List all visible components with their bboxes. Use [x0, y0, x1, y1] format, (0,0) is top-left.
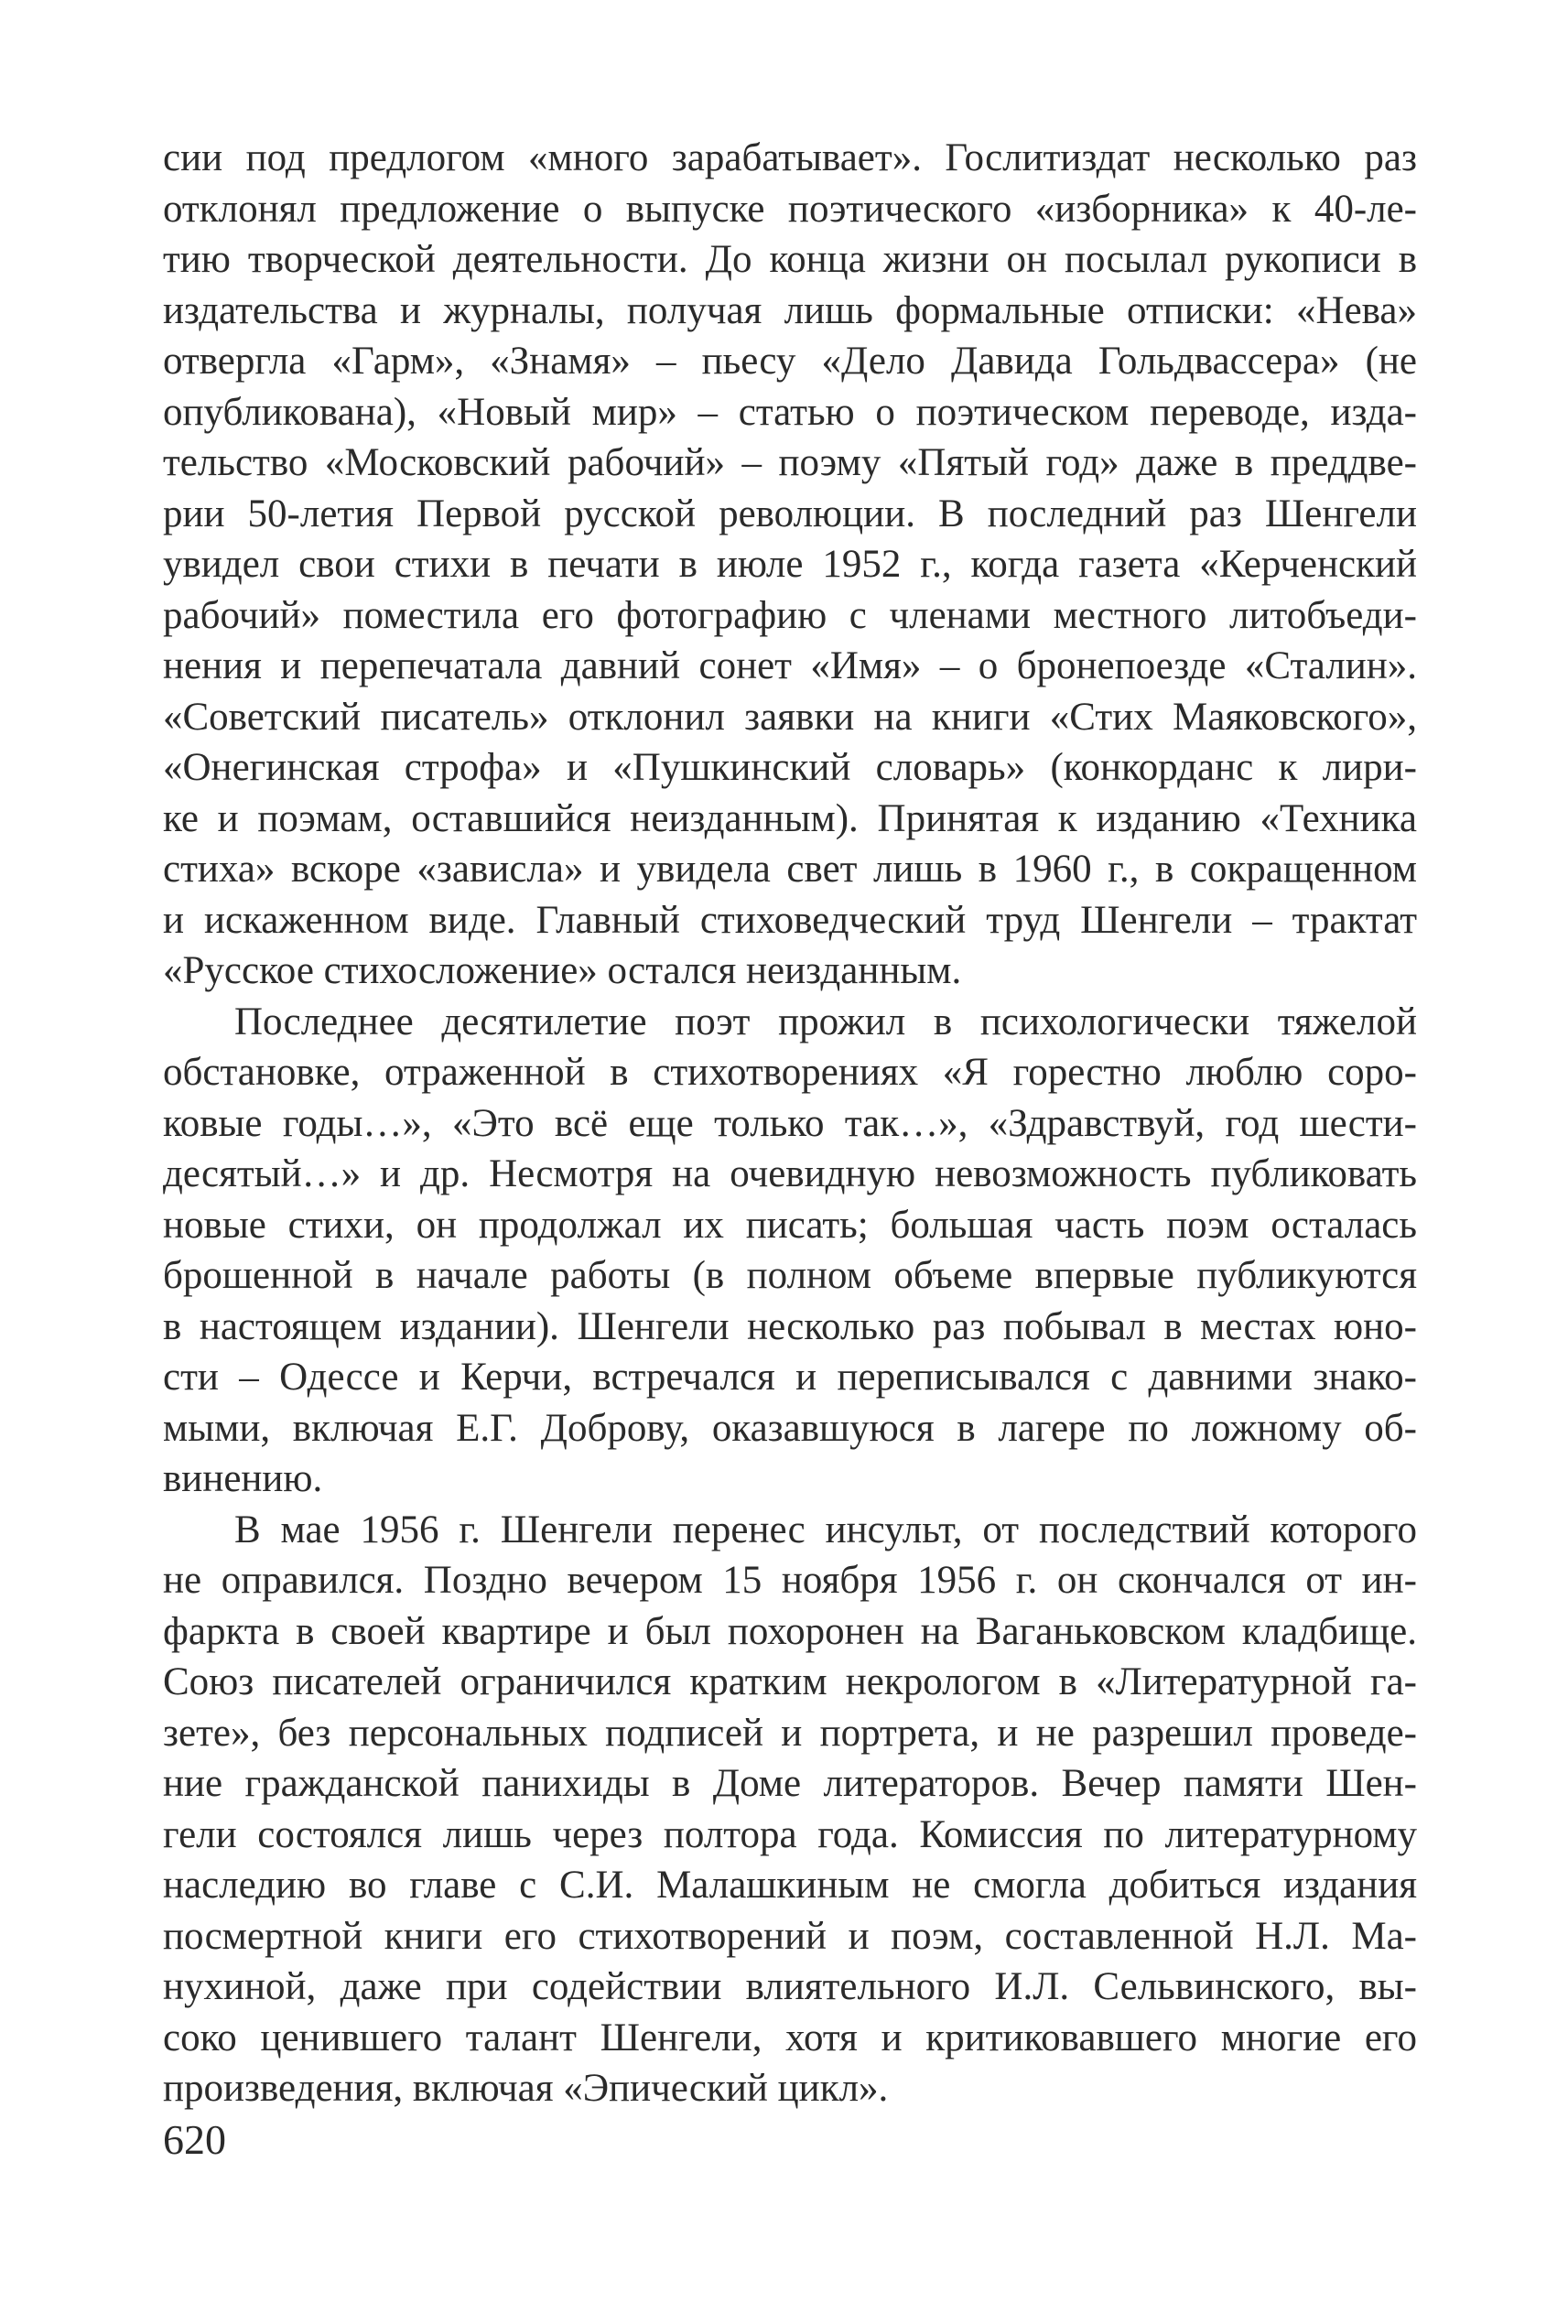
body-text [163, 133, 1417, 2114]
paragraph [163, 1505, 1417, 2114]
text-line: опубликована), «Новый мир» – статью о поэтическом переводе, изда- [163, 390, 1417, 434]
text-line: издательства и журналы, получая лишь формальные отписки: «Нева» [163, 288, 1417, 332]
text-line: тельство «Московский рабочий» – поэму «Пятый год» даже в преддве- [163, 441, 1417, 484]
text-line: «Онегинская строфа» и «Пушкинский словарь» (конкорданс к лири- [163, 746, 1417, 789]
text-line: фаркта в своей квартире и был похоронен на Ваганьковском кладбище. [163, 1609, 1417, 1653]
text-line: не оправился. Поздно вечером 15 ноября 1956 г. он скончался от ин- [163, 1559, 1417, 1602]
text-line: гели состоялся лишь через полтора года. Комиссия по литературному [163, 1812, 1417, 1856]
text-line: «Русское стихосложение» остался неизданным. [163, 949, 962, 992]
text-line: посмертной книги его стихотворений и поэм, составленной Н.Л. Ма- [163, 1914, 1417, 1958]
text-line: ние гражданской панихиды в Доме литераторов. Вечер памяти Шен- [163, 1762, 1417, 1805]
text-line: нухиной, даже при содействии влиятельного И.Л. Сельвинского, вы- [163, 1965, 1417, 2008]
text-line: обстановке, отраженной в стихотворениях «Я горестно люблю соро- [163, 1051, 1417, 1094]
paragraph [163, 997, 1417, 1505]
text-line: рабочий» поместила его фотографию с членами местного литобъеди- [163, 593, 1417, 637]
text-line: новые стихи, он продолжал их писать; большая часть поэм осталась [163, 1203, 1417, 1247]
text-line: Союз писателей ограничился кратким некрологом в «Литературной га- [163, 1660, 1417, 1703]
text-line: ке и поэмам, оставшийся неизданным). Принятая к изданию «Техника [163, 796, 1417, 840]
text-line: рии 50-летия Первой русской революции. В последний раз Шенгели [163, 492, 1417, 535]
paragraph [163, 133, 1417, 997]
text-line: в настоящем издании). Шенгели несколько раз побывал в местах юно- [163, 1304, 1417, 1348]
text-line: ковые годы…», «Это всё еще только так…», «Здравствуй, год шести- [163, 1101, 1417, 1145]
text-line: отвергла «Гарм», «Знамя» – пьесу «Дело Давида Гольдвассера» (не [163, 340, 1417, 383]
text-line: увидел свои стихи в печати в июле 1952 г., когда газета «Керченский [163, 543, 1417, 586]
text-line: отклонял предложение о выпуске поэтического «изборника» к 40-ле- [163, 187, 1417, 231]
text-line: произведения, включая «Эпический цикл». [163, 2067, 889, 2110]
text-line: зете», без персональных подписей и портрета, и не разрешил проведе- [163, 1711, 1417, 1755]
text-line: нения и перепечатала давний сонет «Имя» – о бронепоезде «Сталин». [163, 644, 1417, 687]
text-line: сии под предлогом «много зарабатывает». Гослитиздат несколько раз [163, 136, 1417, 179]
text-line: десятый…» и др. Несмотря на очевидную невозможность публиковать [163, 1152, 1417, 1195]
text-line: Последнее десятилетие поэт прожил в психологически тяжелой [234, 1000, 1417, 1043]
text-line: стиха» вскоре «зависла» и увидела свет лишь в 1960 г., в сокращенном [163, 848, 1417, 891]
text-line: В мае 1956 г. Шенгели перенес инсульт, от последствий которого [234, 1508, 1417, 1551]
text-line: соко ценившего талант Шенгели, хотя и критиковавшего многие его [163, 2016, 1417, 2059]
page-number: 620 [163, 2116, 226, 2163]
text-line: брошенной в начале работы (в полном объеме впервые публикуются [163, 1254, 1417, 1297]
text-line: и искаженном виде. Главный стиховедческий труд Шенгели – трактат [163, 898, 1417, 942]
text-line: сти – Одессе и Керчи, встречался и переписывался с давними знако- [163, 1356, 1417, 1399]
text-line: винению. [163, 1457, 323, 1500]
text-line: наследию во главе с С.И. Малашкиным не смогла добиться издания [163, 1864, 1417, 1907]
text-line: мыми, включая Е.Г. Доброву, оказавшуюся в лагере по ложному об- [163, 1406, 1417, 1450]
text-line: тию творческой деятельности. До конца жизни он посылал рукописи в [163, 238, 1417, 281]
text-line: «Советский писатель» отклонил заявки на книги «Стих Маяковского», [163, 695, 1417, 739]
